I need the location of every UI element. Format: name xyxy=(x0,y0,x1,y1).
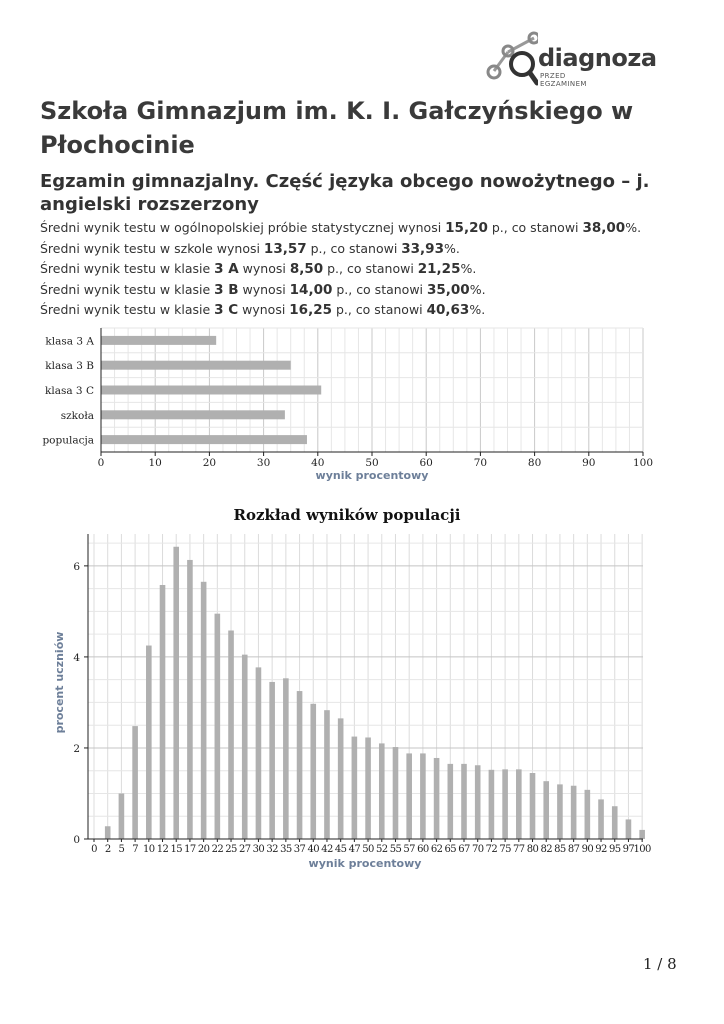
histogram-bar xyxy=(269,682,275,839)
page-number: 1 / 8 xyxy=(643,955,677,973)
histogram-bar xyxy=(585,790,591,839)
result-score: 16,25 xyxy=(289,302,332,318)
result-line-class-3c xyxy=(40,300,700,321)
result-target: 3 A xyxy=(214,261,239,277)
class-results-bar-chart xyxy=(0,320,724,485)
logo-subtitle-line2: EGZAMINEM xyxy=(540,80,587,88)
histogram-bar xyxy=(598,799,604,839)
x-tick-label: 97 xyxy=(622,844,635,855)
result-text: %. xyxy=(625,220,642,235)
result-percent: 33,93 xyxy=(401,240,444,257)
result-score: 13,57 xyxy=(263,240,307,257)
x-tick-label: 17 xyxy=(184,844,196,855)
x-tick-label: 100 xyxy=(633,844,651,855)
x-tick-label: 10 xyxy=(148,457,162,469)
histogram-bar xyxy=(297,691,303,839)
x-tick-label: 60 xyxy=(417,844,429,855)
y-tick-label: 4 xyxy=(73,651,80,664)
category-label: populacja xyxy=(42,434,94,447)
category-label: klasa 3 C xyxy=(44,385,94,397)
result-text: p., co stanowi xyxy=(306,240,402,256)
histogram-bar xyxy=(379,743,385,839)
histogram-bar xyxy=(256,667,262,839)
category-label: klasa 3 A xyxy=(45,335,94,348)
x-tick-label: 52 xyxy=(376,844,388,855)
x-tick-label: 90 xyxy=(582,457,596,469)
histogram-bar xyxy=(406,753,412,839)
histogram-bar xyxy=(132,726,138,839)
histogram-bar xyxy=(434,758,440,839)
result-score: 15,20 xyxy=(445,220,488,236)
result-percent: 21,25 xyxy=(417,261,461,277)
result-text: Średni wynik testu w klasie xyxy=(40,302,215,317)
result-line-class-3a xyxy=(40,259,700,280)
school-name: Szkoła Gimnazjum im. K. I. Gałczyńskiego w Płochocinie xyxy=(40,97,634,159)
x-tick-label: 77 xyxy=(513,844,525,855)
x-tick-label: 2 xyxy=(104,844,111,855)
histogram-bar xyxy=(502,769,508,839)
histogram-bar xyxy=(530,773,536,839)
y-tick-label: 2 xyxy=(73,742,80,755)
magnifier-network-icon xyxy=(486,30,538,92)
result-text: %. xyxy=(460,261,477,276)
result-text: %. xyxy=(443,240,460,256)
result-line-school xyxy=(40,239,700,260)
x-tick-label: 100 xyxy=(632,457,654,469)
x-tick-label: 65 xyxy=(444,844,457,855)
x-tick-label: 7 xyxy=(132,844,138,855)
population-distribution-histogram xyxy=(0,500,724,880)
result-text: wynosi xyxy=(238,281,290,297)
histogram-bar xyxy=(489,770,495,839)
x-tick-label: 25 xyxy=(225,844,237,855)
x-tick-label: 22 xyxy=(211,844,224,855)
result-text: Średni wynik testu w klasie xyxy=(40,261,215,276)
results-summary xyxy=(40,218,700,321)
histogram-bar xyxy=(173,547,179,839)
x-tick-label: 35 xyxy=(280,844,292,855)
result-text: Średni wynik testu w klasie xyxy=(40,281,215,297)
x-tick-label: 80 xyxy=(527,457,542,469)
x-tick-label: 70 xyxy=(471,844,484,855)
histogram-bar xyxy=(447,764,453,839)
result-percent: 40,63 xyxy=(426,302,470,318)
result-text: Średni wynik testu w ogólnopolskiej próbie statystycznej wynosi xyxy=(40,220,446,235)
result-text: wynosi xyxy=(238,302,290,317)
histogram-bar xyxy=(571,786,577,839)
histogram-bar xyxy=(543,781,549,839)
category-label: klasa 3 B xyxy=(45,360,94,373)
result-target: 3 C xyxy=(214,302,239,318)
x-tick-label: 12 xyxy=(156,844,169,855)
histogram-bar xyxy=(626,819,632,839)
histogram-bar xyxy=(324,710,330,839)
x-tick-label: 40 xyxy=(307,844,320,855)
result-text: %. xyxy=(469,281,486,297)
x-tick-label: 42 xyxy=(321,844,333,855)
x-tick-label: 72 xyxy=(485,844,498,855)
x-tick-label: 30 xyxy=(252,844,265,855)
histogram-bar xyxy=(639,830,645,839)
x-tick-label: 55 xyxy=(389,844,402,855)
x-tick-label: 80 xyxy=(526,844,539,855)
x-tick-label: 92 xyxy=(595,844,607,855)
x-tick-label: 5 xyxy=(118,844,125,855)
x-tick-label: 62 xyxy=(430,844,443,855)
x-tick-label: 15 xyxy=(170,844,182,855)
histogram-bar xyxy=(461,764,467,839)
x-axis-label: wynik procentowy xyxy=(315,469,429,482)
y-axis-label: procent uczniów xyxy=(53,631,66,734)
x-tick-label: 90 xyxy=(581,844,594,855)
y-tick-label: 0 xyxy=(73,834,80,846)
x-tick-label: 85 xyxy=(554,844,566,855)
result-line-population xyxy=(40,218,700,239)
x-tick-label: 30 xyxy=(256,457,271,469)
histogram-bar xyxy=(160,585,166,839)
histogram-bar xyxy=(146,646,152,839)
x-tick-label: 47 xyxy=(348,844,361,855)
result-target: 3 B xyxy=(214,281,239,298)
x-tick-label: 27 xyxy=(238,844,251,855)
result-text: %. xyxy=(469,302,486,317)
bar xyxy=(101,336,216,345)
result-text: p., co stanowi xyxy=(332,281,427,297)
histogram-bar xyxy=(119,793,125,839)
diagnoza-logo xyxy=(486,30,656,92)
category-label: szkoła xyxy=(60,409,94,422)
histogram-bar xyxy=(242,655,248,839)
histogram-bar xyxy=(201,582,207,839)
x-tick-label: 0 xyxy=(91,844,97,855)
result-text: p., co stanowi xyxy=(331,302,427,317)
x-tick-label: 50 xyxy=(365,457,379,469)
histogram-bar xyxy=(516,769,522,839)
x-tick-label: 82 xyxy=(540,844,552,855)
y-tick-label: 6 xyxy=(73,560,80,573)
x-tick-label: 87 xyxy=(567,844,580,855)
histogram-bar xyxy=(228,631,234,839)
result-score: 14,00 xyxy=(289,281,333,298)
x-tick-label: 37 xyxy=(293,844,306,855)
x-tick-label: 75 xyxy=(499,844,511,855)
x-tick-label: 57 xyxy=(403,844,415,855)
histogram-bar xyxy=(420,753,426,839)
result-text: Średni wynik testu w szkole wynosi xyxy=(40,240,264,256)
histogram-bar xyxy=(215,614,221,839)
histogram-bar xyxy=(310,704,316,839)
bar xyxy=(101,386,321,395)
exam-title: Egzamin gimnazjalny. Część języka obcego nowożytnego – j. angielski rozszerzony xyxy=(40,171,650,215)
bar xyxy=(101,410,285,419)
histogram-bar xyxy=(352,737,358,839)
histogram-bar xyxy=(187,560,193,839)
histogram-bar xyxy=(393,747,399,839)
result-text: p., co stanowi xyxy=(323,261,418,276)
histogram-bar xyxy=(612,806,618,839)
x-tick-label: 70 xyxy=(473,457,488,469)
histogram-bar xyxy=(475,765,481,839)
result-line-class-3b xyxy=(40,280,700,301)
x-tick-label: 60 xyxy=(419,457,433,469)
histogram-bar xyxy=(283,678,289,839)
bar xyxy=(101,361,291,370)
result-score: 8,50 xyxy=(289,261,324,277)
x-tick-label: 67 xyxy=(458,844,470,855)
histogram-bar xyxy=(338,718,344,839)
x-tick-label: 20 xyxy=(197,844,210,855)
histogram-bar xyxy=(105,826,111,839)
x-tick-label: 50 xyxy=(362,844,374,855)
x-tick-label: 20 xyxy=(202,457,217,469)
histogram-bar xyxy=(557,784,563,839)
bar xyxy=(101,435,307,444)
result-text: p., co stanowi xyxy=(487,220,583,235)
logo-wordmark: diagnoza xyxy=(538,44,657,72)
result-percent: 35,00 xyxy=(427,281,470,298)
chart-title: Rozkład wyników populacji xyxy=(233,506,461,524)
result-percent: 38,00 xyxy=(582,220,626,236)
x-tick-label: 45 xyxy=(334,844,347,855)
x-tick-label: 0 xyxy=(97,457,105,469)
logo-subtitle-line1: PRZED xyxy=(540,72,566,80)
x-tick-label: 95 xyxy=(608,844,621,855)
x-tick-label: 32 xyxy=(266,844,278,855)
x-tick-label: 40 xyxy=(311,457,325,469)
histogram-bar xyxy=(365,737,371,839)
x-axis-label: wynik procentowy xyxy=(308,857,422,870)
result-text: wynosi xyxy=(238,261,290,276)
x-tick-label: 10 xyxy=(143,844,155,855)
